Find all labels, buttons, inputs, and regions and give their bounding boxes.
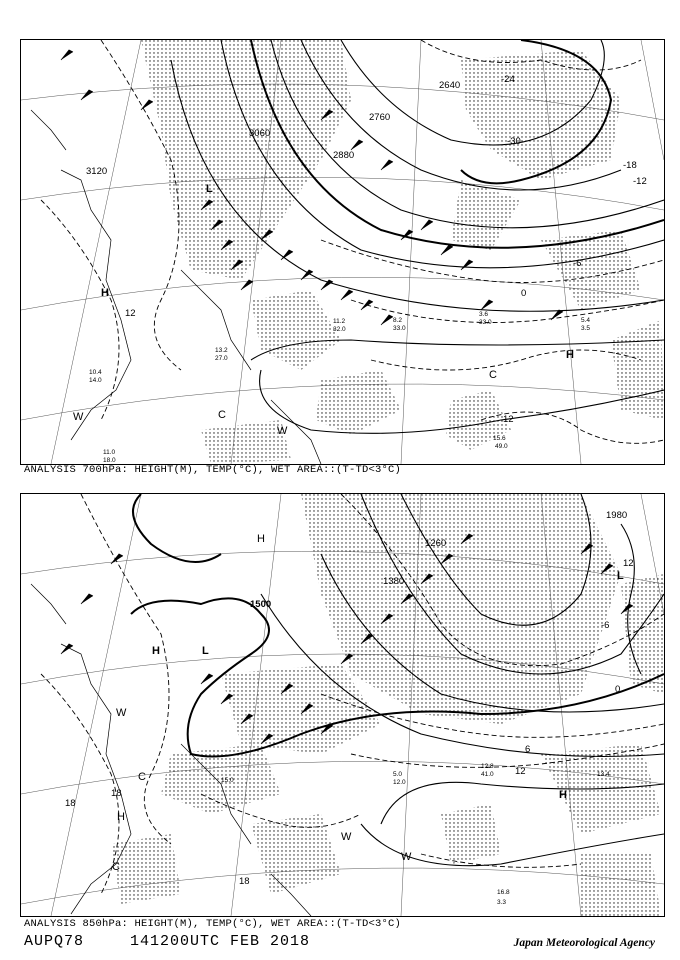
temp-label: -12 (633, 176, 647, 187)
height-label: 2640 (439, 80, 461, 91)
temp-label: -6 (573, 258, 582, 269)
warm-center: W (341, 831, 352, 843)
station-value: 33.0 (393, 325, 406, 332)
temp-label: 0 (615, 684, 621, 695)
station-value: 3.6 (479, 311, 489, 318)
station-value: 27.0 (215, 355, 228, 362)
height-label: 3060 (249, 128, 271, 139)
temp-label: 12 (515, 766, 526, 777)
high-center: H (257, 533, 265, 545)
valid-time: 141200UTC FEB 2018 (130, 933, 311, 950)
temp-label: -6 (601, 620, 610, 631)
station-value: 18.0 (103, 457, 116, 464)
temp-label: 12 (503, 414, 514, 425)
height-label: 1380 (383, 576, 405, 587)
low-center: L (206, 183, 213, 195)
high-center: H (101, 287, 109, 299)
temp-label: 6 (525, 744, 531, 755)
map-700hpa (21, 40, 664, 464)
station-value: 33.0 (479, 319, 492, 326)
station-value: 14.0 (89, 377, 102, 384)
station-value: 16.8 (497, 889, 510, 896)
warm-center: W (401, 851, 412, 863)
high-center: H (117, 811, 125, 823)
height-label: 3120 (86, 166, 108, 177)
temp-label: 18 (239, 876, 250, 887)
station-value: 3.3 (497, 899, 507, 906)
temp-label: 18 (65, 798, 76, 809)
high-center: H (152, 645, 160, 657)
station-value: 12.0 (393, 779, 406, 786)
low-center: L (617, 570, 624, 582)
station-value: 13.2 (215, 347, 228, 354)
agency-name: Japan Meteorological Agency (513, 937, 655, 949)
low-center: L (202, 645, 209, 657)
warm-center: W (73, 411, 84, 423)
height-label: 2760 (369, 112, 391, 123)
height-label: 2880 (333, 150, 355, 161)
station-value: 5.4 (581, 317, 591, 324)
height-label: 1260 (425, 538, 447, 549)
chart-700hpa (20, 39, 665, 465)
station-value: 13.4 (597, 771, 610, 778)
temp-label: 12 (125, 308, 136, 319)
warm-center: W (116, 707, 127, 719)
station-value: 12.8 (481, 763, 494, 770)
station-value: 10.4 (89, 369, 102, 376)
height-label: 1980 (606, 510, 628, 521)
high-center: H (566, 349, 574, 361)
wet-area-shading (141, 40, 664, 464)
temp-label: 18 (111, 788, 122, 799)
station-value: 15.0 (221, 777, 234, 784)
station-value: 3.5 (581, 325, 591, 332)
station-value: 11.2 (333, 318, 346, 325)
cold-center: C (218, 409, 226, 421)
station-value: 49.0 (495, 443, 508, 450)
high-center: H (559, 789, 567, 801)
station-value: 8.2 (393, 317, 403, 324)
cold-center: C (138, 771, 146, 783)
cold-center: C (112, 861, 120, 873)
caption-700hpa: ANALYSIS 700hPa: HEIGHT(M), TEMP(°C), WET AREA::(T-TD<3°C) (24, 464, 402, 476)
station-value: 32.0 (333, 326, 346, 333)
temp-label: 12 (623, 558, 634, 569)
height-label: 1500 (250, 599, 272, 610)
map-850hpa (21, 494, 664, 916)
station-value: 11.0 (103, 449, 116, 456)
temp-label: -18 (623, 160, 637, 171)
station-value: 5.0 (393, 771, 403, 778)
warm-center: W (277, 425, 288, 437)
temp-label: -30 (507, 136, 521, 147)
cold-center: C (489, 369, 497, 381)
temp-label: 0 (521, 288, 527, 299)
chart-850hpa (20, 493, 665, 917)
station-value: 15.6 (493, 435, 506, 442)
caption-850hpa: ANALYSIS 850hPa: HEIGHT(M), TEMP(°C), WET AREA::(T-TD<3°C) (24, 918, 402, 930)
temp-label: -24 (501, 74, 515, 85)
station-value: 41.0 (481, 771, 494, 778)
chart-id: AUPQ78 (24, 933, 85, 950)
